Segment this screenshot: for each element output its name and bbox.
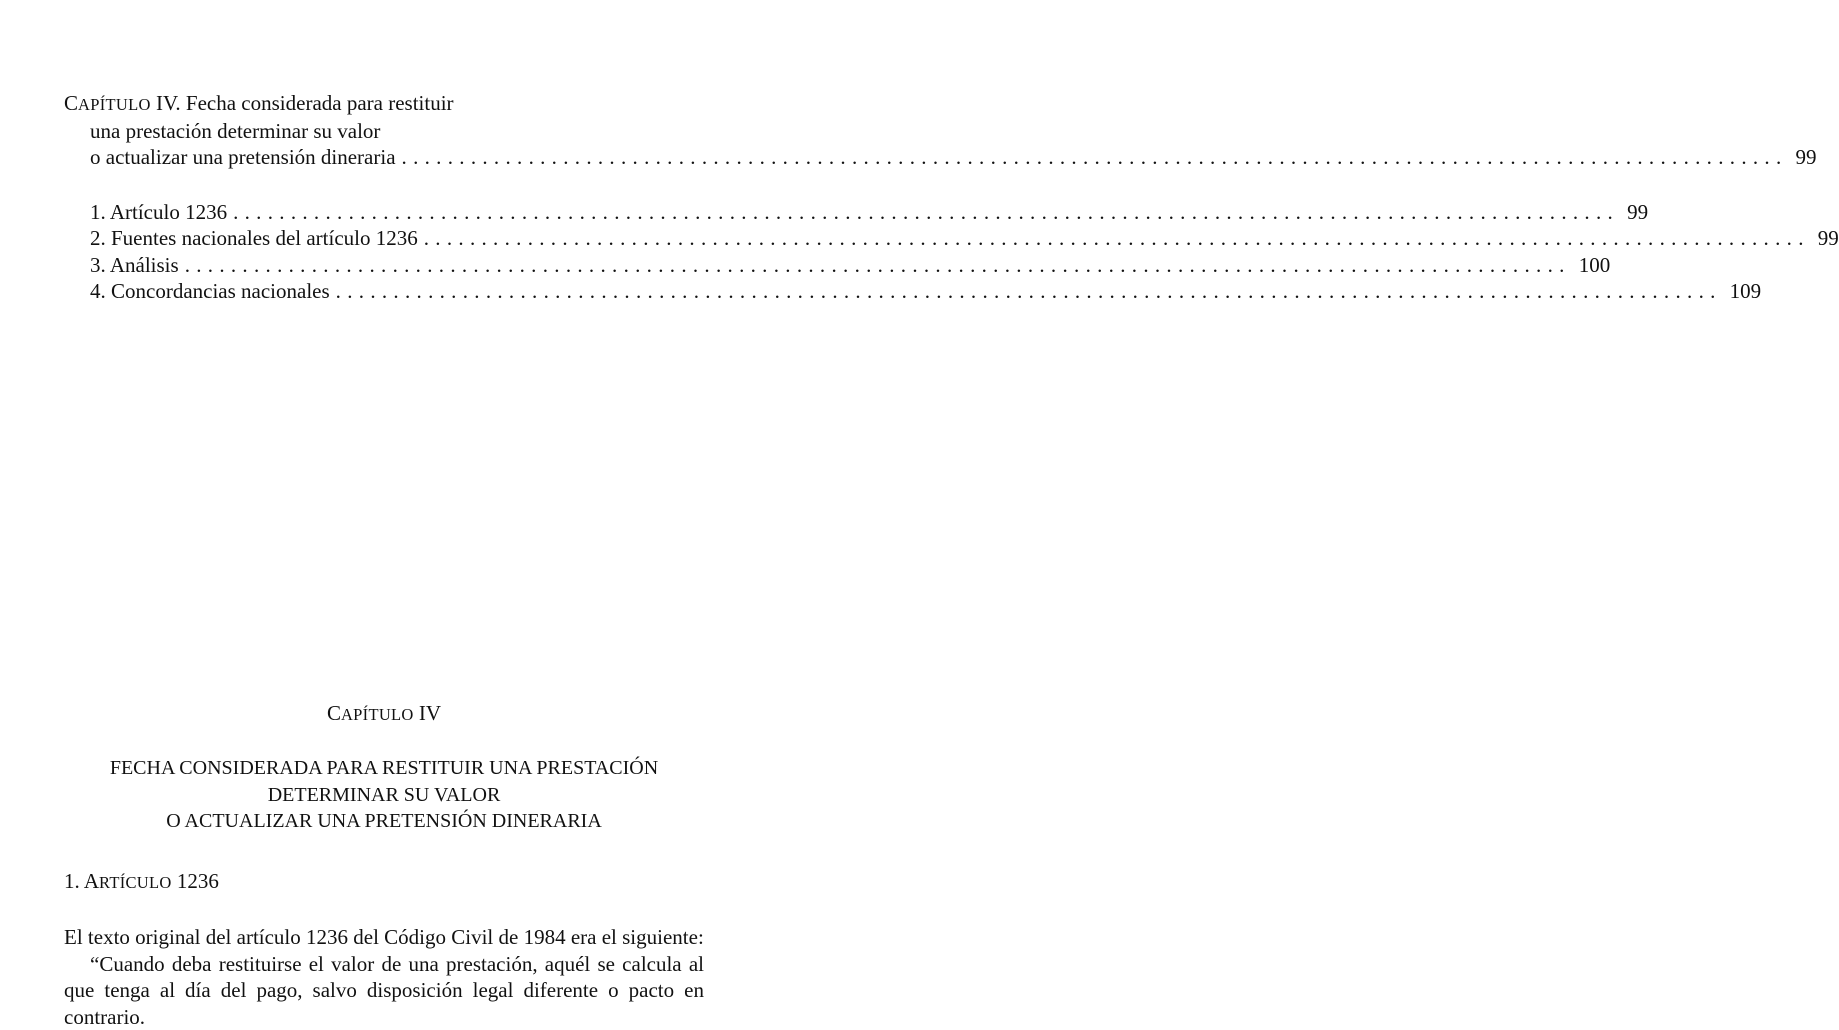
toc-title-row [64,144,704,171]
toc-item-label: 1. Artículo 1236 [90,199,227,226]
chapter-label: CAPÍTULO IV [0,701,768,727]
toc-item-page: 99 [1627,199,1648,226]
toc-title-line3: o actualizar una pretensión dineraria [90,144,396,171]
toc-page-number: 99 [1796,144,1817,171]
chapter-title-line: DETERMINAR SU VALOR [64,782,704,809]
toc-title-line2: una prestación determinar su valor [64,118,704,144]
section-number: 1. [64,869,80,893]
toc-chapter-number: IV. [156,91,181,115]
leader-dots: ........................................................................................................................ [336,278,1722,305]
toc-item [90,278,704,305]
toc-title-line1: Fecha considerada para restituir [186,91,454,115]
toc-item [90,199,704,226]
leader-dots: ........................................................................................................................ [424,225,1810,252]
toc-item-page: 100 [1579,252,1611,279]
leader-dots: ........................................................................................................................ [233,199,1619,226]
body-quote: “Cuando deba restituirse el valor de una prestación, aquél se calcula al que tenga al día del pago, salvo disposición legal diferente o pacto en contrario. [64,951,704,1030]
chapter-number: IV [419,701,441,725]
leader-dots: ........................................................................................................................ [185,252,1571,279]
chapter-title-line: O ACTUALIZAR UNA PRETENSIÓN DINERARIA [64,808,704,835]
toc-item-label: 4. Concordancias nacionales [90,278,330,305]
toc-item-label: 2. Fuentes nacionales del artículo 1236 [90,225,418,252]
toc-item-label: 3. Análisis [90,252,179,279]
toc-chapter-label: CAPÍTULO [64,91,151,115]
chapter-title [64,755,704,835]
chapter-title-line: FECHA CONSIDERADA PARA RESTITUIR UNA PRESTACIÓN [64,755,704,782]
toc-item [90,225,704,252]
toc-items [64,199,704,305]
table-of-contents [64,90,704,305]
toc-chapter-heading [64,90,704,118]
toc-item-page: 109 [1730,278,1762,305]
section-heading: 1. ARTÍCULO 1236 [64,869,219,895]
section-article-number: 1236 [177,869,219,893]
toc-item-page: 99 [1818,225,1839,252]
body-paragraph: El texto original del artículo 1236 del Código Civil de 1984 era el siguiente: [64,924,704,951]
toc-item [90,252,704,279]
leader-dots: ........................................................................................................................ [402,144,1788,171]
body-text [64,924,704,1030]
